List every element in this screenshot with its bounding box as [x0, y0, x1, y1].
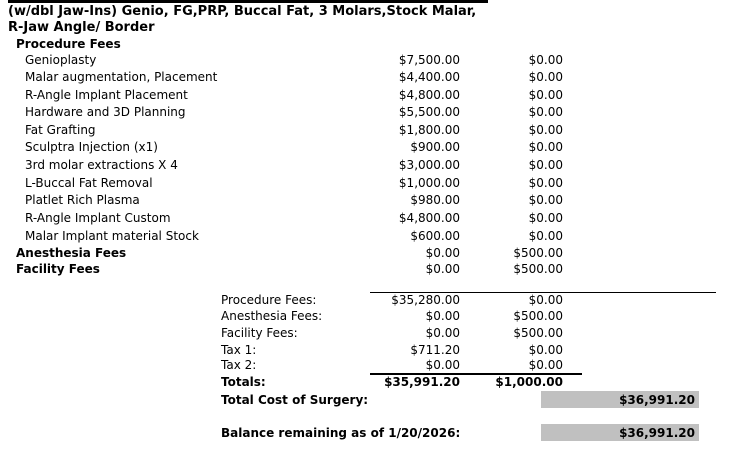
procedure-name: R-Angle Implant Custom [25, 211, 171, 225]
facility-fees-heading: Facility Fees [16, 262, 100, 276]
summary-label: Tax 2: [221, 358, 257, 372]
procedure-fee: $600.00 [410, 229, 460, 243]
total-cost-label: Total Cost of Surgery: [221, 393, 369, 407]
procedure-other-fee: $0.00 [528, 176, 563, 190]
procedure-fee: $7,500.00 [398, 53, 460, 67]
procedure-name: Platlet Rich Plasma [25, 193, 140, 207]
procedure-fee: $980.00 [410, 193, 460, 207]
summary-fee: $711.20 [410, 343, 460, 357]
summary-label: Procedure Fees: [221, 293, 317, 307]
procedure-name: L-Buccal Fat Removal [25, 176, 153, 190]
procedure-other-fee: $0.00 [528, 140, 563, 154]
summary-fee: $0.00 [425, 309, 460, 323]
procedure-fees-heading: Procedure Fees [16, 37, 121, 51]
summary-other-fee: $0.00 [528, 293, 563, 307]
procedure-fee: $3,000.00 [398, 158, 460, 172]
summary-fee: $35,280.00 [391, 293, 460, 307]
summary-label: Anesthesia Fees: [221, 309, 323, 323]
procedure-other-fee: $0.00 [528, 105, 563, 119]
procedure-fee: $1,000.00 [398, 176, 460, 190]
procedure-name: Sculptra Injection (x1) [25, 140, 158, 154]
procedure-other-fee: $0.00 [528, 123, 563, 137]
summary-fee: $0.00 [425, 326, 460, 340]
anesthesia-other-fee: $500.00 [513, 246, 563, 260]
anesthesia-fees-heading: Anesthesia Fees [16, 246, 127, 260]
summary-other-fee: $0.00 [528, 343, 563, 357]
quote-title-line-2: R-Jaw Angle/ Border [8, 20, 155, 35]
procedure-fee: $4,800.00 [398, 88, 460, 102]
balance-label: Balance remaining as of 1/20/2026: [221, 426, 461, 440]
procedure-name: Malar Implant material Stock [25, 229, 199, 243]
top-rule [8, 0, 488, 3]
procedure-name: 3rd molar extractions X 4 [25, 158, 178, 172]
procedure-other-fee: $0.00 [528, 193, 563, 207]
anesthesia-fee: $0.00 [425, 246, 460, 260]
procedure-other-fee: $0.00 [528, 211, 563, 225]
procedure-other-fee: $0.00 [528, 158, 563, 172]
facility-fee: $0.00 [425, 262, 460, 276]
summary-label: Tax 1: [221, 343, 257, 357]
procedure-fee: $900.00 [410, 140, 460, 154]
total-cost-value: $36,991.20 [619, 393, 695, 407]
procedure-other-fee: $0.00 [528, 229, 563, 243]
summary-fee: $0.00 [425, 358, 460, 372]
summary-other-fee: $0.00 [528, 358, 563, 372]
balance-value: $36,991.20 [619, 426, 695, 440]
procedure-fee: $4,400.00 [398, 70, 460, 84]
procedure-other-fee: $0.00 [528, 53, 563, 67]
procedure-name: Genioplasty [25, 53, 97, 67]
quote-title-line-1: (w/dbl Jaw-Ins) Genio, FG,PRP, Buccal Fat, 3 Molars,Stock Malar, [8, 4, 477, 19]
procedure-name: R-Angle Implant Placement [25, 88, 188, 102]
facility-other-fee: $500.00 [513, 262, 563, 276]
summary-label: Facility Fees: [221, 326, 298, 340]
procedure-other-fee: $0.00 [528, 70, 563, 84]
procedure-name: Hardware and 3D Planning [25, 105, 186, 119]
procedure-name: Malar augmentation, Placement [25, 70, 218, 84]
procedure-fee: $4,800.00 [398, 211, 460, 225]
procedure-name: Fat Grafting [25, 123, 96, 137]
totals-label: Totals: [221, 375, 266, 389]
summary-other-fee: $500.00 [513, 309, 563, 323]
procedure-fee: $5,500.00 [398, 105, 460, 119]
totals-other-fee: $1,000.00 [495, 375, 563, 389]
summary-other-fee: $500.00 [513, 326, 563, 340]
procedure-other-fee: $0.00 [528, 88, 563, 102]
totals-fee: $35,991.20 [384, 375, 460, 389]
procedure-fee: $1,800.00 [398, 123, 460, 137]
